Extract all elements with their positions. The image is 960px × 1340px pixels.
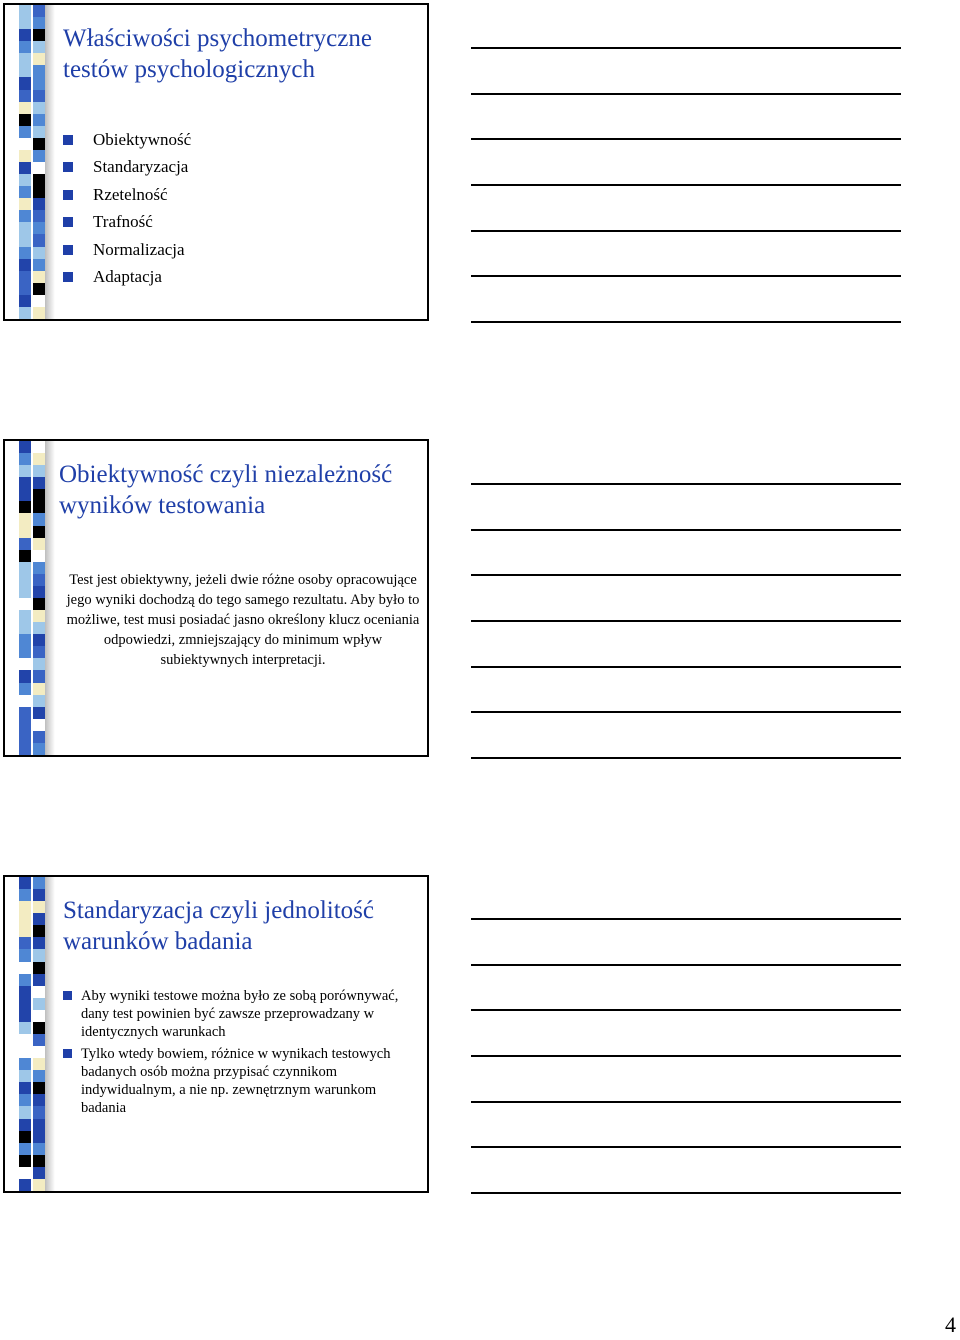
square-bullet-icon	[63, 272, 73, 282]
bullet-list	[63, 987, 403, 1121]
decorative-strip	[5, 441, 53, 755]
list-item: Trafność	[63, 208, 191, 235]
list-item: Tylko wtedy bowiem, różnice w wynikach testowych badanych osób można przypisać czynnikom indywidualnym, a nie np. zewnętrznym warunkom badania	[63, 1045, 403, 1117]
list-item: Rzetelność	[63, 181, 191, 208]
square-bullet-icon	[63, 190, 73, 200]
list-item: Obiektywność	[63, 126, 191, 153]
list-item: Aby wyniki testowe można było ze sobą porównywać, dany test powinien być zawsze przeprowadzany w identycznych warunkach	[63, 987, 403, 1041]
list-item: Standaryzacja	[63, 153, 191, 180]
decorative-strip	[5, 5, 53, 319]
decorative-strip	[5, 877, 53, 1191]
list-item: Normalizacja	[63, 236, 191, 263]
square-bullet-icon	[63, 217, 73, 227]
bullet-list	[63, 126, 191, 290]
slide-2	[3, 439, 429, 757]
list-item: Adaptacja	[63, 263, 191, 290]
slide-body-text: Test jest obiektywny, jeżeli dwie różne osoby opracowujące jego wyniki dochodzą do tego samego rezultatu. Aby było to możliwe, test musi posiadać jasno określony klucz oceniania odpowiedzi, zmniejszający do minimum wpływ subiektywnych interpretacji.	[66, 572, 420, 668]
square-bullet-icon	[63, 245, 73, 255]
slide-title: Standaryzacja czyli jednolitość warunków badania	[63, 897, 374, 955]
slide-3	[3, 875, 429, 1193]
square-bullet-icon	[63, 991, 72, 1000]
square-bullet-icon	[63, 162, 73, 172]
page-number: 4	[945, 1312, 956, 1337]
slide-title: Właściwości psychometryczne testów psychologicznych	[63, 25, 372, 83]
square-bullet-icon	[63, 1049, 72, 1058]
slide-title: Obiektywność czyli niezależność wyników testowania	[59, 461, 393, 519]
square-bullet-icon	[63, 135, 73, 145]
slide-1	[3, 3, 429, 321]
